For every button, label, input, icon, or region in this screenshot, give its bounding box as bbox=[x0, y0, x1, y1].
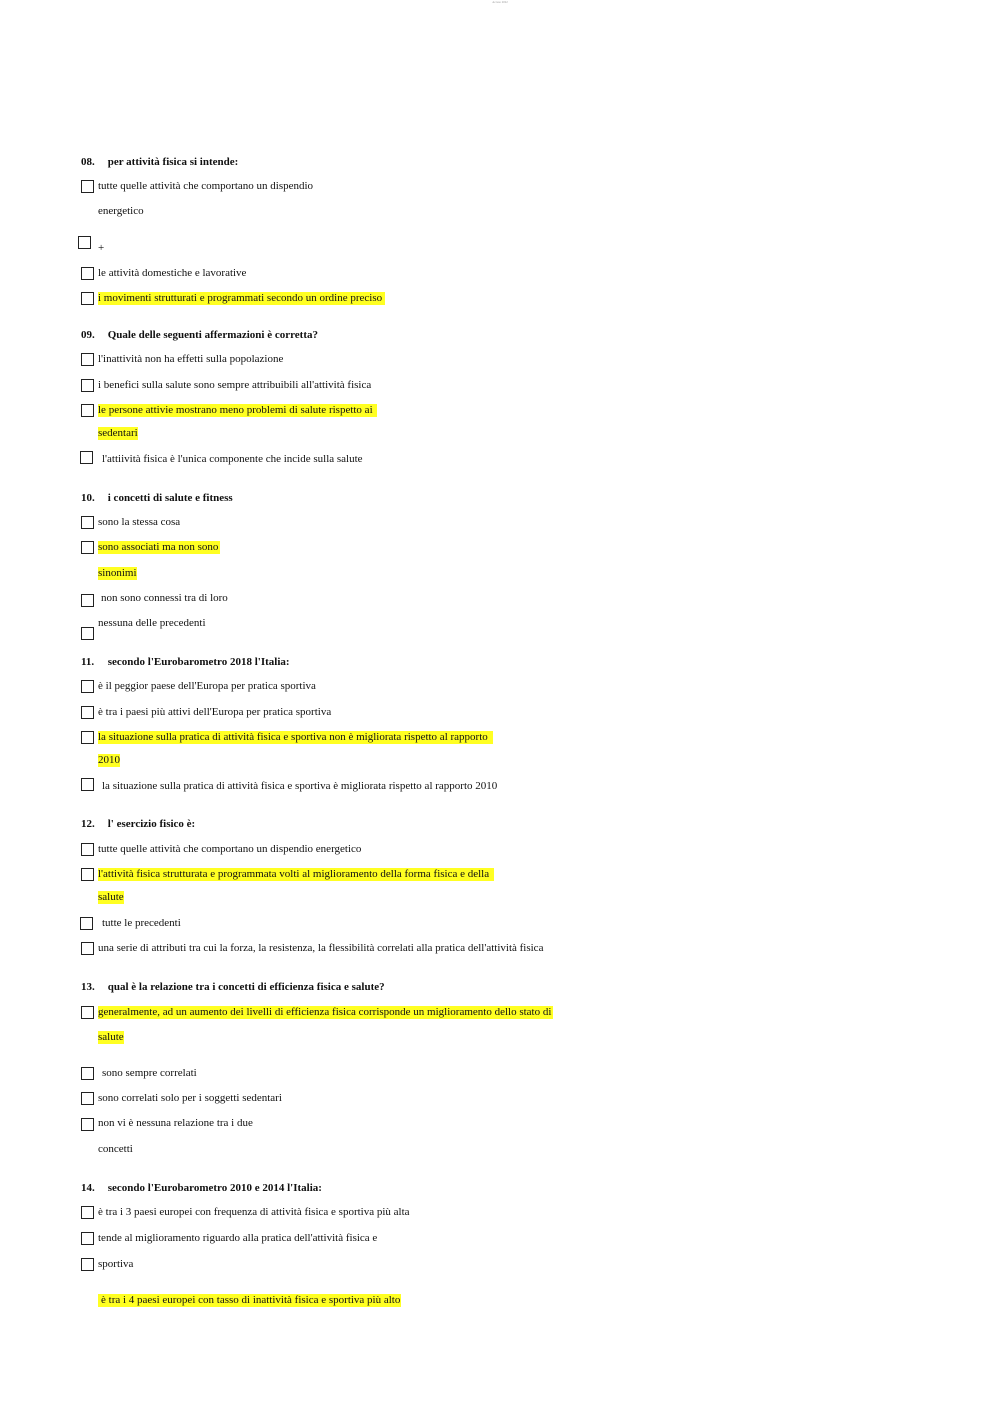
q08-option-1-text-cont: energetico bbox=[98, 205, 144, 217]
q11-option-3-text-highlighted: la situazione sulla pratica di attività fisica e sportiva non è migliorata rispetto al rapporto bbox=[98, 731, 493, 744]
q10-option-2-text-highlighted: sono associati ma non sono bbox=[98, 541, 219, 553]
q10-option-2-checkbox[interactable] bbox=[81, 541, 94, 554]
q13-option-2-text: sono sempre correlati bbox=[102, 1067, 197, 1079]
question-08-title: 08. per attività fisica si intende: bbox=[81, 156, 239, 168]
q09-option-2-checkbox[interactable] bbox=[81, 379, 94, 392]
q14-option-3-text-highlighted: è tra i 4 paesi europei con tasso di inattività fisica e sportiva più alto bbox=[98, 1294, 401, 1307]
q09-option-1-checkbox[interactable] bbox=[81, 353, 94, 366]
q14-option-2-text: tende al miglioramento riguardo alla pratica dell'attività fisica e bbox=[98, 1232, 378, 1244]
q14-option-2-text-cont: sportiva bbox=[98, 1258, 134, 1270]
q11-option-1-text: è il peggior paese dell'Europa per pratica sportiva bbox=[98, 680, 316, 692]
q12-option-2-text-highlighted: l'attività fisica strutturata e programmata volti al miglioramento della forma fisica e della bbox=[98, 868, 494, 881]
q11-option-2-checkbox[interactable] bbox=[81, 706, 94, 719]
q13-option-1-text-highlighted: generalmente, ad un aumento dei livelli di efficienza fisica corrisponde un miglioramento dello stato di bbox=[98, 1006, 552, 1018]
question-12-title: 12. l' esercizio fisico è: bbox=[81, 818, 196, 830]
q08-option-3-checkbox[interactable] bbox=[81, 267, 94, 280]
q11-option-2-text: è tra i paesi più attivi dell'Europa per pratica sportiva bbox=[98, 706, 332, 718]
q14-option-2-checkbox[interactable] bbox=[81, 1232, 94, 1245]
q12-option-3-text: tutte le precedenti bbox=[102, 917, 181, 929]
q08-option-2-text: + bbox=[98, 242, 105, 254]
question-09-title: 09. Quale delle seguenti affermazioni è corretta? bbox=[81, 329, 319, 341]
q13-option-4-text-cont: concetti bbox=[98, 1143, 133, 1155]
q11-option-1-checkbox[interactable] bbox=[81, 680, 94, 693]
q08-option-1-text: tutte quelle attività che comportano un dispendio bbox=[98, 180, 314, 192]
question-14-title: 14. secondo l'Eurobarometro 2010 e 2014 l'Italia: bbox=[81, 1182, 322, 1194]
q11-option-4-text: la situazione sulla pratica di attività fisica e sportiva è migliorata rispetto al rapporto 2010 bbox=[102, 780, 498, 792]
q09-option-4-text: l'attiività fisica è l'unica componente che incide sulla salute bbox=[102, 453, 363, 465]
q10-option-4-checkbox[interactable] bbox=[81, 627, 94, 640]
q13-option-3-checkbox[interactable] bbox=[81, 1092, 94, 1105]
q08-option-4-checkbox[interactable] bbox=[81, 292, 94, 305]
q08-option-4-text-highlighted: i movimenti strutturati e programmati secondo un ordine preciso bbox=[98, 292, 385, 305]
q13-option-4-text: non vi è nessuna relazione tra i due bbox=[98, 1117, 253, 1129]
question-11-title: 11. secondo l'Eurobarometro 2018 l'Italia: bbox=[81, 656, 290, 668]
q09-option-4-checkbox[interactable] bbox=[80, 451, 93, 464]
q12-option-3-checkbox[interactable] bbox=[80, 917, 93, 930]
q09-option-3-text-cont-highlighted: sedentari bbox=[98, 427, 138, 439]
q11-option-3-checkbox[interactable] bbox=[81, 731, 94, 744]
q12-option-1-text: tutte quelle attività che comportano un dispendio energetico bbox=[98, 843, 362, 855]
q13-option-1-checkbox[interactable] bbox=[81, 1006, 94, 1019]
q14-option-1-text: è tra i 3 paesi europei con frequenza di attività fisica e sportiva più alta bbox=[98, 1206, 410, 1218]
q11-option-3-text-cont-highlighted: 2010 bbox=[98, 754, 120, 766]
q12-option-2-text-cont-highlighted: salute bbox=[98, 891, 124, 903]
question-13-title: 13. qual è la relazione tra i concetti di efficienza fisica e salute? bbox=[81, 981, 385, 993]
q10-option-2-text-cont-highlighted: sinonimi bbox=[98, 567, 137, 579]
q12-option-4-text: una serie di attributi tra cui la forza, la resistenza, la flessibilità correlati alla pratica dell'attività fisica bbox=[98, 942, 544, 954]
q08-option-2-checkbox[interactable] bbox=[78, 236, 91, 249]
q09-option-1-text: l'inattività non ha effetti sulla popolazione bbox=[98, 353, 284, 365]
q13-option-1-text-cont-highlighted: salute bbox=[98, 1031, 124, 1043]
q11-option-4-checkbox[interactable] bbox=[81, 778, 94, 791]
page-header-text: Acceso 2022 bbox=[492, 0, 508, 4]
q13-option-4-checkbox[interactable] bbox=[81, 1118, 94, 1131]
q12-option-2-checkbox[interactable] bbox=[81, 868, 94, 881]
q14-option-1-checkbox[interactable] bbox=[81, 1206, 94, 1219]
q14-option-3-checkbox[interactable] bbox=[81, 1258, 94, 1271]
q08-option-1-checkbox[interactable] bbox=[81, 180, 94, 193]
q10-option-3-text: non sono connessi tra di loro bbox=[101, 592, 228, 604]
q12-option-1-checkbox[interactable] bbox=[81, 843, 94, 856]
q09-option-2-text: i benefici sulla salute sono sempre attribuibili all'attività fisica bbox=[98, 379, 372, 391]
q13-option-3-text: sono correlati solo per i soggetti sedentari bbox=[98, 1092, 282, 1104]
q09-option-3-checkbox[interactable] bbox=[81, 404, 94, 417]
q13-option-2-checkbox[interactable] bbox=[81, 1067, 94, 1080]
q10-option-4-text: nessuna delle precedenti bbox=[98, 617, 206, 629]
q10-option-3-checkbox[interactable] bbox=[81, 594, 94, 607]
q10-option-1-text: sono la stessa cosa bbox=[98, 516, 181, 528]
q08-option-3-text: le attività domestiche e lavorative bbox=[98, 267, 247, 279]
question-10-title: 10. i concetti di salute e fitness bbox=[81, 492, 233, 504]
q12-option-4-checkbox[interactable] bbox=[81, 942, 94, 955]
q09-option-3-text-highlighted: le persone attivie mostrano meno problemi di salute rispetto ai bbox=[98, 404, 377, 417]
q10-option-1-checkbox[interactable] bbox=[81, 516, 94, 529]
